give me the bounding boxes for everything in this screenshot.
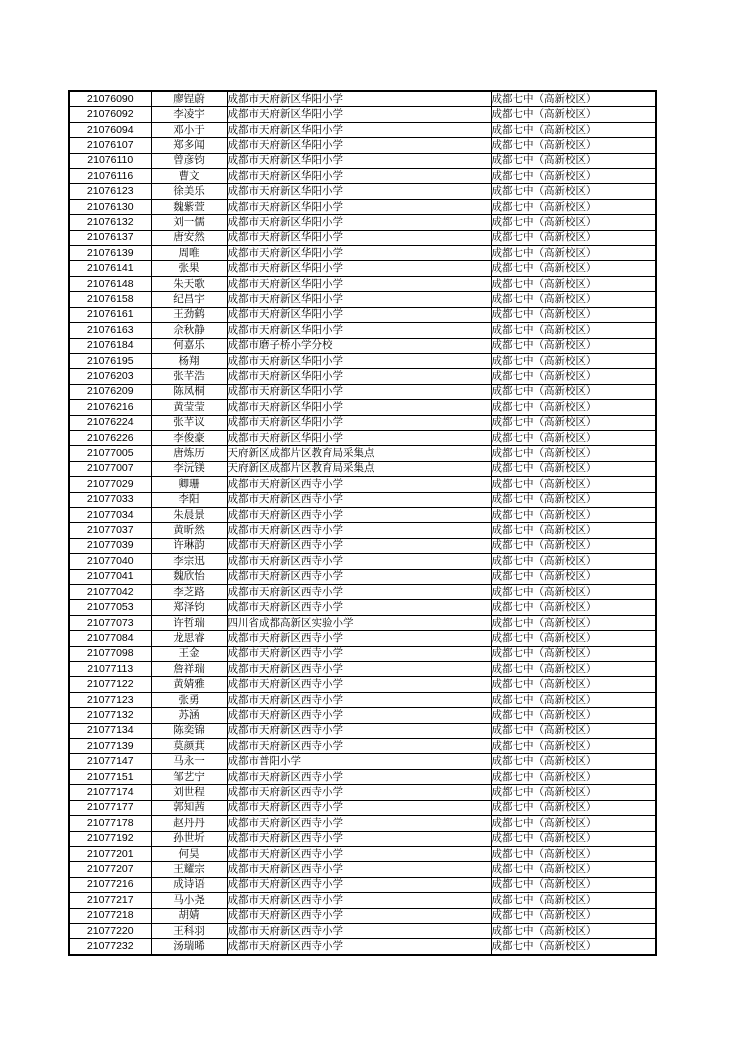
student-id-cell: 21077113 [69, 662, 151, 677]
admitted-school-cell: 成都七中（高新校区） [491, 415, 656, 430]
admitted-school-cell: 成都七中（高新校区） [491, 215, 656, 230]
admitted-school-cell: 成都七中（高新校区） [491, 615, 656, 630]
student-id-cell: 21077122 [69, 677, 151, 692]
table-row [69, 384, 656, 399]
primary-school-cell: 成都市磨子桥小学分校 [227, 338, 491, 353]
admitted-school-cell: 成都七中（高新校区） [491, 446, 656, 461]
primary-school-cell: 天府新区成都片区教育局采集点 [227, 461, 491, 476]
primary-school-cell: 天府新区成都片区教育局采集点 [227, 446, 491, 461]
student-id-cell: 21077134 [69, 723, 151, 738]
student-id-cell: 21077053 [69, 600, 151, 615]
table-row [69, 908, 656, 923]
student-id-cell: 21077033 [69, 492, 151, 507]
student-name-cell: 魏紫萱 [151, 199, 227, 214]
primary-school-cell: 成都市天府新区西寺小学 [227, 569, 491, 584]
student-id-cell: 21076209 [69, 384, 151, 399]
primary-school-cell: 成都市天府新区西寺小学 [227, 723, 491, 738]
table-row [69, 492, 656, 507]
student-id-cell: 21076090 [69, 91, 151, 107]
admitted-school-cell: 成都七中（高新校区） [491, 323, 656, 338]
student-id-cell: 21077029 [69, 477, 151, 492]
student-name-cell: 邹艺宁 [151, 769, 227, 784]
student-name-cell: 李沅镁 [151, 461, 227, 476]
primary-school-cell: 成都市天府新区西寺小学 [227, 646, 491, 661]
primary-school-cell: 成都市天府新区西寺小学 [227, 785, 491, 800]
student-id-cell: 21076216 [69, 400, 151, 415]
admitted-school-cell: 成都七中（高新校区） [491, 507, 656, 522]
student-id-cell: 21077139 [69, 739, 151, 754]
primary-school-cell: 成都市天府新区华阳小学 [227, 323, 491, 338]
table-row [69, 723, 656, 738]
student-id-cell: 21077218 [69, 908, 151, 923]
table-row [69, 877, 656, 892]
student-id-cell: 21076110 [69, 153, 151, 168]
table-row [69, 662, 656, 677]
admitted-school-cell: 成都七中（高新校区） [491, 662, 656, 677]
primary-school-cell: 成都市天府新区华阳小学 [227, 153, 491, 168]
admission-roster-table [68, 90, 657, 956]
table-row [69, 199, 656, 214]
student-name-cell: 王耀宗 [151, 862, 227, 877]
primary-school-cell: 成都市天府新区西寺小学 [227, 554, 491, 569]
primary-school-cell: 成都市天府新区华阳小学 [227, 107, 491, 122]
table-row [69, 369, 656, 384]
student-name-cell: 郑多闻 [151, 138, 227, 153]
admitted-school-cell: 成都七中（高新校区） [491, 646, 656, 661]
primary-school-cell: 成都市天府新区华阳小学 [227, 261, 491, 276]
table-row [69, 292, 656, 307]
admitted-school-cell: 成都七中（高新校区） [491, 631, 656, 646]
admitted-school-cell: 成都七中（高新校区） [491, 276, 656, 291]
admitted-school-cell: 成都七中（高新校区） [491, 338, 656, 353]
student-name-cell: 郭知茜 [151, 800, 227, 815]
table-row [69, 739, 656, 754]
student-id-cell: 21077123 [69, 692, 151, 707]
primary-school-cell: 成都市天府新区西寺小学 [227, 708, 491, 723]
student-id-cell: 21076184 [69, 338, 151, 353]
student-name-cell: 张勇 [151, 692, 227, 707]
student-id-cell: 21077147 [69, 754, 151, 769]
student-id-cell: 21077037 [69, 523, 151, 538]
student-id-cell: 21077232 [69, 939, 151, 955]
table-row [69, 585, 656, 600]
primary-school-cell: 成都市天府新区西寺小学 [227, 739, 491, 754]
roster-body [69, 91, 656, 955]
admitted-school-cell: 成都七中（高新校区） [491, 893, 656, 908]
admitted-school-cell: 成都七中（高新校区） [491, 199, 656, 214]
student-name-cell: 陈奕锦 [151, 723, 227, 738]
primary-school-cell: 成都市天府新区西寺小学 [227, 507, 491, 522]
admitted-school-cell: 成都七中（高新校区） [491, 785, 656, 800]
student-name-cell: 詹祥瑞 [151, 662, 227, 677]
table-row [69, 631, 656, 646]
primary-school-cell: 成都市天府新区华阳小学 [227, 430, 491, 445]
primary-school-cell: 成都市天府新区西寺小学 [227, 538, 491, 553]
admitted-school-cell: 成都七中（高新校区） [491, 246, 656, 261]
student-id-cell: 21077098 [69, 646, 151, 661]
admitted-school-cell: 成都七中（高新校区） [491, 230, 656, 245]
admitted-school-cell: 成都七中（高新校区） [491, 862, 656, 877]
admitted-school-cell: 成都七中（高新校区） [491, 369, 656, 384]
student-id-cell: 21077201 [69, 846, 151, 861]
student-name-cell: 刘世程 [151, 785, 227, 800]
admitted-school-cell: 成都七中（高新校区） [491, 600, 656, 615]
table-row [69, 353, 656, 368]
student-name-cell: 朱晨景 [151, 507, 227, 522]
primary-school-cell: 成都市天府新区华阳小学 [227, 138, 491, 153]
admitted-school-cell: 成都七中（高新校区） [491, 708, 656, 723]
table-row [69, 523, 656, 538]
table-row [69, 276, 656, 291]
table-row [69, 785, 656, 800]
admitted-school-cell: 成都七中（高新校区） [491, 353, 656, 368]
student-name-cell: 成诗语 [151, 877, 227, 892]
primary-school-cell: 成都市天府新区西寺小学 [227, 631, 491, 646]
table-row [69, 769, 656, 784]
primary-school-cell: 成都市天府新区华阳小学 [227, 215, 491, 230]
student-name-cell: 苏涵 [151, 708, 227, 723]
student-name-cell: 汤瑞晞 [151, 939, 227, 955]
student-id-cell: 21077220 [69, 923, 151, 938]
student-name-cell: 曾彦钧 [151, 153, 227, 168]
student-name-cell: 王劲鹤 [151, 307, 227, 322]
student-name-cell: 李阳 [151, 492, 227, 507]
student-name-cell: 卿珊 [151, 477, 227, 492]
primary-school-cell: 成都市天府新区西寺小学 [227, 923, 491, 938]
admitted-school-cell: 成都七中（高新校区） [491, 430, 656, 445]
admitted-school-cell: 成都七中（高新校区） [491, 169, 656, 184]
table-row [69, 107, 656, 122]
student-name-cell: 纪昌宇 [151, 292, 227, 307]
table-row [69, 477, 656, 492]
table-row [69, 169, 656, 184]
student-id-cell: 21077041 [69, 569, 151, 584]
admitted-school-cell: 成都七中（高新校区） [491, 923, 656, 938]
student-name-cell: 张芊议 [151, 415, 227, 430]
student-id-cell: 21077207 [69, 862, 151, 877]
table-row [69, 307, 656, 322]
admitted-school-cell: 成都七中（高新校区） [491, 877, 656, 892]
student-id-cell: 21077151 [69, 769, 151, 784]
primary-school-cell: 成都市天府新区华阳小学 [227, 246, 491, 261]
student-id-cell: 21076141 [69, 261, 151, 276]
student-id-cell: 21076226 [69, 430, 151, 445]
table-row [69, 261, 656, 276]
admitted-school-cell: 成都七中（高新校区） [491, 769, 656, 784]
student-name-cell: 李俊豪 [151, 430, 227, 445]
student-name-cell: 张芊浩 [151, 369, 227, 384]
student-name-cell: 朱天歌 [151, 276, 227, 291]
admitted-school-cell: 成都七中（高新校区） [491, 384, 656, 399]
primary-school-cell: 成都市天府新区华阳小学 [227, 230, 491, 245]
primary-school-cell: 成都市天府新区华阳小学 [227, 415, 491, 430]
student-id-cell: 21076107 [69, 138, 151, 153]
primary-school-cell: 成都市天府新区西寺小学 [227, 939, 491, 955]
admitted-school-cell: 成都七中（高新校区） [491, 939, 656, 955]
student-name-cell: 周唯 [151, 246, 227, 261]
student-name-cell: 魏欣怡 [151, 569, 227, 584]
primary-school-cell: 成都市天府新区华阳小学 [227, 199, 491, 214]
primary-school-cell: 成都市天府新区华阳小学 [227, 169, 491, 184]
table-row [69, 415, 656, 430]
primary-school-cell: 成都市天府新区华阳小学 [227, 292, 491, 307]
primary-school-cell: 成都市天府新区西寺小学 [227, 800, 491, 815]
primary-school-cell: 成都市天府新区西寺小学 [227, 492, 491, 507]
primary-school-cell: 成都市天府新区西寺小学 [227, 600, 491, 615]
student-name-cell: 李凌宇 [151, 107, 227, 122]
admitted-school-cell: 成都七中（高新校区） [491, 846, 656, 861]
student-id-cell: 21076195 [69, 353, 151, 368]
admitted-school-cell: 成都七中（高新校区） [491, 754, 656, 769]
table-row [69, 184, 656, 199]
primary-school-cell: 成都市天府新区华阳小学 [227, 369, 491, 384]
table-row [69, 615, 656, 630]
student-id-cell: 21076137 [69, 230, 151, 245]
table-row [69, 677, 656, 692]
table-row [69, 846, 656, 861]
table-row [69, 138, 656, 153]
student-id-cell: 21077192 [69, 831, 151, 846]
student-name-cell: 龙思睿 [151, 631, 227, 646]
admitted-school-cell: 成都七中（高新校区） [491, 292, 656, 307]
student-name-cell: 王科羽 [151, 923, 227, 938]
admitted-school-cell: 成都七中（高新校区） [491, 184, 656, 199]
primary-school-cell: 成都市普阳小学 [227, 754, 491, 769]
primary-school-cell: 成都市天府新区华阳小学 [227, 384, 491, 399]
admitted-school-cell: 成都七中（高新校区） [491, 569, 656, 584]
primary-school-cell: 成都市天府新区西寺小学 [227, 677, 491, 692]
table-row [69, 923, 656, 938]
table-row [69, 569, 656, 584]
table-row [69, 816, 656, 831]
student-id-cell: 21077177 [69, 800, 151, 815]
primary-school-cell: 成都市天府新区华阳小学 [227, 122, 491, 137]
admitted-school-cell: 成都七中（高新校区） [491, 908, 656, 923]
student-id-cell: 21077073 [69, 615, 151, 630]
table-row [69, 554, 656, 569]
admitted-school-cell: 成都七中（高新校区） [491, 692, 656, 707]
admitted-school-cell: 成都七中（高新校区） [491, 91, 656, 107]
primary-school-cell: 成都市天府新区华阳小学 [227, 91, 491, 107]
table-row [69, 323, 656, 338]
primary-school-cell: 成都市天府新区西寺小学 [227, 585, 491, 600]
student-id-cell: 21077217 [69, 893, 151, 908]
primary-school-cell: 成都市天府新区西寺小学 [227, 846, 491, 861]
student-id-cell: 21076163 [69, 323, 151, 338]
table-row [69, 939, 656, 955]
student-name-cell: 黄莹莹 [151, 400, 227, 415]
table-row [69, 800, 656, 815]
table-row [69, 338, 656, 353]
student-name-cell: 张果 [151, 261, 227, 276]
admitted-school-cell: 成都七中（高新校区） [491, 554, 656, 569]
admitted-school-cell: 成都七中（高新校区） [491, 800, 656, 815]
table-row [69, 122, 656, 137]
admitted-school-cell: 成都七中（高新校区） [491, 523, 656, 538]
primary-school-cell: 成都市天府新区西寺小学 [227, 523, 491, 538]
table-row [69, 893, 656, 908]
student-name-cell: 孙世圻 [151, 831, 227, 846]
table-row [69, 507, 656, 522]
student-name-cell: 唐安然 [151, 230, 227, 245]
primary-school-cell: 成都市天府新区西寺小学 [227, 877, 491, 892]
student-name-cell: 黄昕然 [151, 523, 227, 538]
student-id-cell: 21076094 [69, 122, 151, 137]
table-row [69, 708, 656, 723]
admitted-school-cell: 成都七中（高新校区） [491, 400, 656, 415]
table-row [69, 230, 656, 245]
student-id-cell: 21076161 [69, 307, 151, 322]
primary-school-cell: 成都市天府新区西寺小学 [227, 862, 491, 877]
primary-school-cell: 成都市天府新区华阳小学 [227, 307, 491, 322]
student-id-cell: 21077040 [69, 554, 151, 569]
student-name-cell: 何嘉乐 [151, 338, 227, 353]
student-name-cell: 刘一儒 [151, 215, 227, 230]
table-row [69, 246, 656, 261]
table-row [69, 91, 656, 107]
student-id-cell: 21077034 [69, 507, 151, 522]
primary-school-cell: 成都市天府新区华阳小学 [227, 353, 491, 368]
admitted-school-cell: 成都七中（高新校区） [491, 538, 656, 553]
student-id-cell: 21077005 [69, 446, 151, 461]
primary-school-cell: 成都市天府新区华阳小学 [227, 184, 491, 199]
admitted-school-cell: 成都七中（高新校区） [491, 492, 656, 507]
table-row [69, 215, 656, 230]
student-name-cell: 王金 [151, 646, 227, 661]
student-name-cell: 马小尧 [151, 893, 227, 908]
student-name-cell: 唐炼历 [151, 446, 227, 461]
primary-school-cell: 成都市天府新区西寺小学 [227, 692, 491, 707]
student-name-cell: 许哲瑞 [151, 615, 227, 630]
primary-school-cell: 成都市天府新区西寺小学 [227, 893, 491, 908]
table-row [69, 646, 656, 661]
student-id-cell: 21076130 [69, 199, 151, 214]
student-id-cell: 21076116 [69, 169, 151, 184]
table-row [69, 400, 656, 415]
student-id-cell: 21077216 [69, 877, 151, 892]
student-name-cell: 杨翔 [151, 353, 227, 368]
table-row [69, 461, 656, 476]
student-name-cell: 徐美乐 [151, 184, 227, 199]
admitted-school-cell: 成都七中（高新校区） [491, 307, 656, 322]
admitted-school-cell: 成都七中（高新校区） [491, 261, 656, 276]
student-id-cell: 21076148 [69, 276, 151, 291]
admitted-school-cell: 成都七中（高新校区） [491, 831, 656, 846]
student-id-cell: 21077132 [69, 708, 151, 723]
table-row [69, 538, 656, 553]
admitted-school-cell: 成都七中（高新校区） [491, 723, 656, 738]
student-name-cell: 曹文 [151, 169, 227, 184]
student-name-cell: 赵丹丹 [151, 816, 227, 831]
student-id-cell: 21076224 [69, 415, 151, 430]
student-name-cell: 陈凤桐 [151, 384, 227, 399]
table-row [69, 153, 656, 168]
student-name-cell: 佘秋静 [151, 323, 227, 338]
student-name-cell: 马永一 [151, 754, 227, 769]
student-name-cell: 廖锃蔚 [151, 91, 227, 107]
primary-school-cell: 成都市天府新区华阳小学 [227, 400, 491, 415]
student-name-cell: 郑泽钧 [151, 600, 227, 615]
table-row [69, 831, 656, 846]
student-id-cell: 21077007 [69, 461, 151, 476]
admitted-school-cell: 成都七中（高新校区） [491, 153, 656, 168]
student-id-cell: 21077042 [69, 585, 151, 600]
primary-school-cell: 成都市天府新区华阳小学 [227, 276, 491, 291]
student-id-cell: 21076139 [69, 246, 151, 261]
admitted-school-cell: 成都七中（高新校区） [491, 107, 656, 122]
student-name-cell: 邓小于 [151, 122, 227, 137]
admitted-school-cell: 成都七中（高新校区） [491, 816, 656, 831]
admitted-school-cell: 成都七中（高新校区） [491, 138, 656, 153]
primary-school-cell: 四川省成都高新区实验小学 [227, 615, 491, 630]
student-id-cell: 21076123 [69, 184, 151, 199]
primary-school-cell: 成都市天府新区西寺小学 [227, 477, 491, 492]
admitted-school-cell: 成都七中（高新校区） [491, 739, 656, 754]
table-row [69, 446, 656, 461]
student-id-cell: 21077039 [69, 538, 151, 553]
student-name-cell: 李宗迅 [151, 554, 227, 569]
table-row [69, 754, 656, 769]
table-row [69, 430, 656, 445]
student-id-cell: 21076158 [69, 292, 151, 307]
student-id-cell: 21076132 [69, 215, 151, 230]
student-id-cell: 21077174 [69, 785, 151, 800]
admitted-school-cell: 成都七中（高新校区） [491, 461, 656, 476]
student-id-cell: 21077178 [69, 816, 151, 831]
admitted-school-cell: 成都七中（高新校区） [491, 477, 656, 492]
primary-school-cell: 成都市天府新区西寺小学 [227, 908, 491, 923]
student-id-cell: 21077084 [69, 631, 151, 646]
student-name-cell: 许琳韵 [151, 538, 227, 553]
student-id-cell: 21076092 [69, 107, 151, 122]
student-name-cell: 李芝路 [151, 585, 227, 600]
admitted-school-cell: 成都七中（高新校区） [491, 122, 656, 137]
primary-school-cell: 成都市天府新区西寺小学 [227, 769, 491, 784]
primary-school-cell: 成都市天府新区西寺小学 [227, 816, 491, 831]
primary-school-cell: 成都市天府新区西寺小学 [227, 662, 491, 677]
table-row [69, 862, 656, 877]
admitted-school-cell: 成都七中（高新校区） [491, 585, 656, 600]
table-row [69, 600, 656, 615]
table-row [69, 692, 656, 707]
student-name-cell: 胡婧 [151, 908, 227, 923]
student-name-cell: 黄婧雅 [151, 677, 227, 692]
admitted-school-cell: 成都七中（高新校区） [491, 677, 656, 692]
primary-school-cell: 成都市天府新区西寺小学 [227, 831, 491, 846]
student-id-cell: 21076203 [69, 369, 151, 384]
student-name-cell: 何昊 [151, 846, 227, 861]
student-name-cell: 莫颜萁 [151, 739, 227, 754]
